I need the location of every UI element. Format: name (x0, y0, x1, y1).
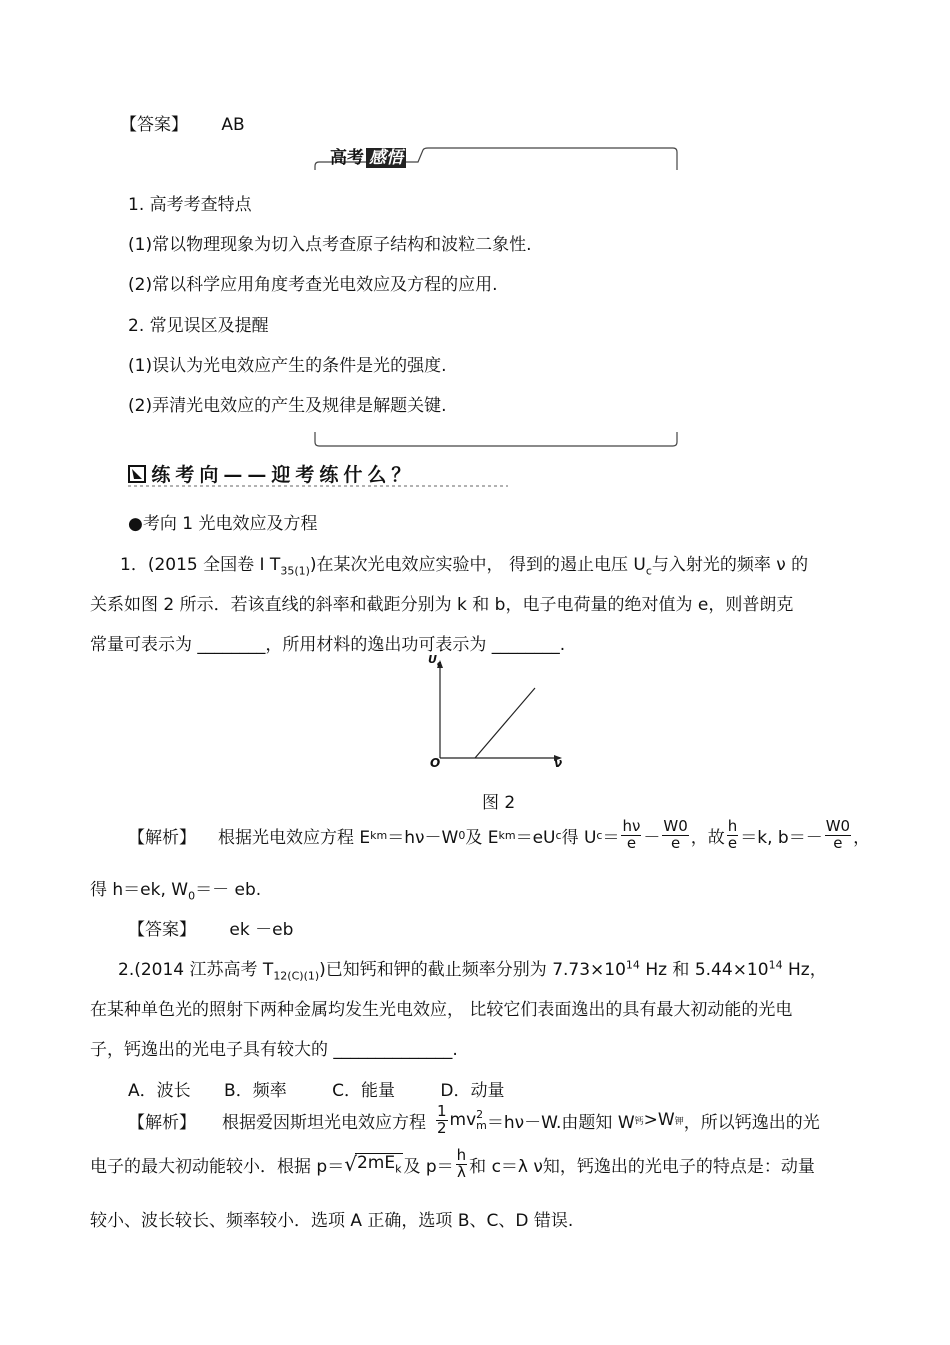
bullet: ● (128, 514, 143, 534)
sol1-text-g: ，故 (690, 827, 725, 848)
box-line-2: (1)常以物理现象为切入点考查原子结构和波粒二象性. (128, 235, 532, 255)
answer-value: AB (221, 115, 245, 135)
frac-num: h (456, 1145, 467, 1164)
frac-den: λ (456, 1162, 466, 1181)
sqrt-text: 2mE (356, 1152, 396, 1173)
sol2-gt: >W (643, 1110, 675, 1130)
q1-sub: 35(1) (280, 564, 310, 578)
sqrt-icon: √ (344, 1152, 357, 1176)
frac-den: e (727, 833, 738, 852)
fraction-h-e (727, 816, 739, 852)
q2-sub: 12(C)(1) (273, 969, 320, 983)
sol2-text-c: ＝hν－W.由题知 W (486, 1112, 635, 1133)
section-dash-line (128, 484, 508, 488)
answer-line-1 (120, 110, 245, 135)
box-title (330, 143, 406, 168)
q1-text-b: )在某次光电效应实验中， 得到的遏止电压 U (309, 555, 646, 575)
option-a: A．波长 (128, 1081, 191, 1101)
sub-m: m (476, 1119, 487, 1132)
sol1-text-h: ＝k, b＝－ (740, 827, 823, 848)
box-line-5: (1)误认为光电效应产生的条件是光的强度. (128, 356, 447, 376)
exp-14: 14 (625, 958, 640, 972)
q1-line-2: 关系如图 2 所示．若该直线的斜率和截距分别为 k 和 b，电子电荷量的绝对值为 e，则普朗克 (90, 595, 794, 615)
sub-km-2: km (498, 828, 516, 842)
fraction-h-lambda (456, 1145, 468, 1181)
option-b: B．频率 (224, 1081, 287, 1101)
fraction-half (436, 1101, 448, 1137)
section-header (128, 460, 415, 487)
q1-sub-c: c (645, 564, 652, 578)
frac-den: e (626, 833, 637, 852)
sol1-label: 【解析】 (128, 827, 196, 848)
q1-line-1 (120, 550, 808, 577)
sub-c-2: c (596, 828, 603, 842)
box-bottom-border (310, 428, 685, 450)
sol2-line2-b: 及 p＝ (403, 1156, 454, 1177)
q1-line-3: 常量可表示为 ________，所用材料的逸出功可表示为 ________. (90, 635, 566, 655)
sol1-line-2 (90, 875, 261, 902)
box-line-4: 2. 常见误区及提醒 (128, 316, 269, 336)
sol2-text-a: 根据爱因斯坦光电效应方程 (222, 1112, 426, 1133)
figure-caption: 图 2 (482, 793, 516, 813)
sub-zero-2: 0 (188, 889, 196, 903)
fraction-hv-e (621, 816, 641, 852)
sol2-line-2 (90, 1142, 815, 1186)
sol1-text-a: 根据光电效应方程 E (218, 827, 371, 848)
sol1-text-i: ， (853, 827, 871, 848)
q1-text-c: 与入射光的频率 ν 的 (651, 555, 809, 575)
answer-label-2: 【答案】 (128, 920, 196, 940)
sol2-line2-a: 电子的最大初动能较小．根据 p＝ (90, 1156, 345, 1177)
q2-text-d: Hz， (782, 960, 827, 980)
q2-text-a: 2.(2014 江苏高考 T (118, 960, 274, 980)
box-title-a: 高考 (330, 148, 364, 168)
box-title-b: 感悟 (366, 148, 406, 168)
q1-text-a: 1．(2015 全国卷 Ⅰ T (120, 555, 281, 575)
origin-label: O (430, 756, 441, 770)
sub-km: km (370, 828, 388, 842)
q2-line-2: 在某种单色光的照射下两种金属均发生光电效应， 比较它们表面逸出的具有最大初动能的光电 (90, 1000, 793, 1020)
sub-c: c (555, 828, 562, 842)
sub-zero: 0 (458, 828, 466, 842)
sol1-line2-b: ＝－ eb. (195, 880, 262, 900)
box-line-6: (2)弄清光电效应的产生及规律是解题关键. (128, 396, 447, 416)
sub-k: 钾 (674, 1116, 684, 1127)
graph-line (475, 688, 535, 758)
sol2-text-b: mv (449, 1110, 477, 1130)
frac-den: e (833, 833, 843, 852)
option-c: C．能量 (332, 1081, 395, 1101)
q2-line-3: 子，钙逸出的光电子具有较大的 ______________. (90, 1040, 458, 1060)
minus-sign: － (643, 827, 661, 848)
box-line-1: 1. 高考考查特点 (128, 195, 252, 215)
answer-line-2 (128, 915, 293, 940)
sqrt-body (355, 1153, 404, 1175)
exp-14-2: 14 (768, 958, 783, 972)
x-axis-label: ν (554, 756, 563, 770)
fraction-w0-e (662, 816, 688, 852)
sqrt-sub: k (395, 1162, 402, 1176)
topic-line (128, 509, 317, 534)
q2-text-b: )已知钙和钾的截止频率分别为 7.73×10 (319, 960, 626, 980)
section-arrow-icon (128, 465, 146, 483)
sol2-line2-c: 和 c＝λ ν知，钙逸出的光电子的特点是：动量 (469, 1156, 815, 1177)
section-title: 练考向——迎考练什么？ (151, 464, 416, 486)
y-label-text: U (428, 653, 437, 666)
sub-ca: 钙 (634, 1116, 644, 1127)
option-d: D．动量 (440, 1081, 505, 1101)
figure-2-graph (420, 652, 570, 772)
topic-text: 考向 1 光电效应及方程 (142, 514, 318, 534)
q2-line-1 (118, 955, 827, 982)
sup-2: 2 (476, 1108, 484, 1121)
sol1-text-c: 及 E (465, 827, 499, 848)
frac-den: 2 (437, 1118, 447, 1137)
sol2-text-d: ，所以钙逸出的光 (683, 1112, 820, 1133)
sol2-line-3: 较小、波长较长、频率较小．选项 A 正确，选项 B、C、D 错误. (90, 1211, 574, 1231)
y-axis-label (428, 653, 441, 668)
sol1-text-b: ＝hν－W (387, 827, 459, 848)
frac-den: e (670, 833, 681, 852)
fraction-w0-e-2 (825, 816, 851, 852)
frac-num: W0 (663, 816, 688, 835)
q2-text-c: Hz 和 5.44×10 (639, 960, 769, 980)
sub-sup-stack (476, 1109, 487, 1131)
frac-num: h (727, 816, 738, 835)
sol2-line-1 (128, 1098, 820, 1142)
sol1-line2-a: 得 h＝ek, W (90, 880, 189, 900)
y-label-sub: c (436, 660, 442, 669)
sol1-text-d: ＝eU (515, 827, 556, 848)
frac-num: hν (622, 816, 641, 835)
sol2-label: 【解析】 (128, 1112, 196, 1133)
frac-num: W0 (825, 816, 851, 835)
box-line-3: (2)常以科学应用角度考查光电效应及方程的应用. (128, 275, 498, 295)
answer-label: 【答案】 (120, 115, 188, 135)
sol1-line-1 (128, 815, 870, 855)
sol1-text-e: 得 U (561, 827, 597, 848)
sol1-text-f: ＝ (602, 827, 620, 848)
answer-value-2: ek －eb (229, 920, 294, 940)
frac-num: 1 (437, 1101, 447, 1120)
